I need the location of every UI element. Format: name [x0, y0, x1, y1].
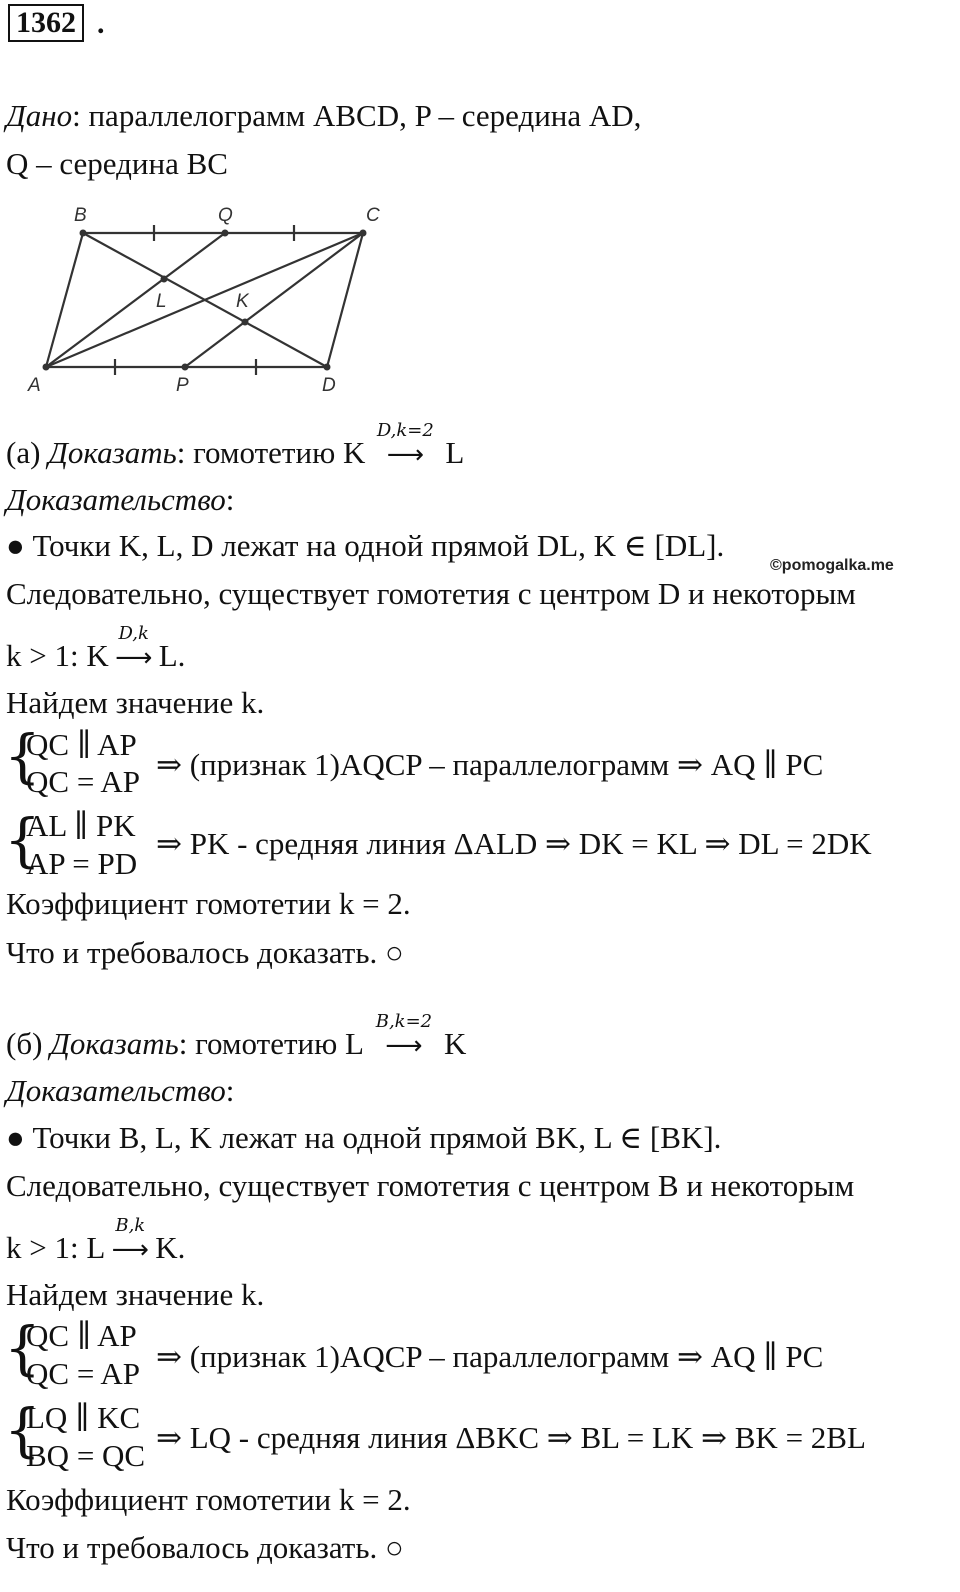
long-arrow-icon: ⟶: [386, 440, 425, 470]
part-a-k-line: [6, 623, 186, 676]
arrow-icon: ⟶: [111, 1235, 149, 1265]
part-b-system1-bottom: QC = AP: [26, 1356, 140, 1391]
label-b: B: [74, 205, 87, 226]
given-text: : параллелограмм ABCD, P – середина AD,: [72, 98, 642, 133]
part-b-k-arrow: [109, 1215, 151, 1268]
point-p: [182, 364, 189, 371]
label-l: L: [156, 291, 167, 312]
part-b-find-k: Найдем значение k.: [6, 1277, 265, 1312]
point-c: [360, 230, 367, 237]
part-b-prefix: (б): [6, 1026, 51, 1061]
part-b-arrow-label: B,k=2: [375, 1011, 433, 1032]
part-a-system1-bottom: QC = AP: [26, 764, 140, 799]
part-a-qed: Что и требовалось доказать. ○: [6, 935, 404, 970]
part-b-system1-result: ⇒ (признак 1)AQCP – параллелограмм ⇒ AQ ∥ PC: [156, 1339, 824, 1374]
part-b-system2-brace: {: [4, 1396, 41, 1464]
part-b-prove-label: Доказать: [50, 1026, 179, 1061]
problem-number: 1362: [8, 4, 84, 42]
part-a-bullet-line: ● Точки K, L, D лежат на одной прямой DL, K ∈ [DL].: [6, 528, 725, 563]
label-k: K: [236, 291, 249, 312]
part-a-system2-top: AL ∥ PK: [26, 808, 136, 843]
part-a-system1-brace: {: [4, 722, 41, 790]
part-a-system2-bottom: AP = PD: [26, 846, 138, 881]
part-a-homothety-arrow: [369, 420, 441, 473]
part-a-k-prefix: k > 1: K: [6, 638, 109, 673]
part-a-system2-result: ⇒ PK - средняя линия ΔALD ⇒ DK = KL ⇒ DL = 2DK: [156, 826, 872, 861]
part-a-k-arrow: [113, 623, 155, 676]
part-a-k-arrow-label: D,k: [118, 623, 149, 644]
part-a-then-line: Следовательно, существует гомотетия с центром D и некоторым: [6, 576, 856, 611]
long-arrow-icon: ⟶: [385, 1031, 423, 1061]
parallelogram-figure: [20, 195, 400, 405]
arrow-icon: ⟶: [115, 643, 153, 673]
point-a: [43, 364, 50, 371]
segment-bd: [83, 233, 327, 367]
given-label: Дано: [6, 98, 73, 133]
part-b-system2-result: ⇒ LQ - средняя линия ΔBKC ⇒ BL = LK ⇒ BK = 2BL: [156, 1420, 866, 1455]
part-b-prove-text: : гомотетию L: [178, 1026, 364, 1061]
part-b-proof-label-line: [6, 1073, 234, 1109]
watermark: ©pomogalka.me: [770, 557, 894, 574]
point-k: [242, 319, 249, 326]
point-l: [161, 276, 168, 283]
label-p: P: [176, 375, 189, 396]
point-d: [324, 364, 331, 371]
part-a-proof-label-line: [6, 482, 234, 518]
segment-aq: [46, 233, 225, 367]
part-a-find-k: Найдем значение k.: [6, 685, 265, 720]
part-b-then-line: Следовательно, существует гомотетия с центром B и некоторым: [6, 1168, 855, 1203]
part-b-prove-line: [6, 1011, 467, 1064]
label-q: Q: [218, 205, 233, 226]
part-b-system1-brace: {: [4, 1314, 41, 1382]
point-q: [222, 230, 229, 237]
label-d: D: [322, 375, 336, 396]
given-line-2: Q – середина BC: [6, 146, 228, 181]
part-b-k-suffix: K.: [155, 1230, 186, 1265]
part-a-k-suffix: L.: [158, 638, 186, 673]
part-a-proof-label: Доказательство: [6, 482, 226, 517]
label-c: C: [366, 205, 380, 226]
part-a-coefficient: Коэффициент гомотетии k = 2.: [6, 886, 411, 921]
part-a-system1-result: ⇒ (признак 1)AQCP – параллелограмм ⇒ AQ ∥ PC: [156, 747, 824, 782]
part-a-system1-top: QC ∥ AP: [26, 727, 137, 762]
part-a-proof-colon: :: [225, 482, 235, 517]
part-a-arrow-label: D,k=2: [376, 420, 434, 441]
part-b-system2-bottom: BQ = QC: [26, 1438, 146, 1473]
segment-pc: [185, 233, 363, 367]
problem-number-dot: .: [97, 7, 105, 40]
part-b-bullet-line: ● Точки B, L, K лежат на одной прямой BK, L ∈ [BK].: [6, 1120, 722, 1155]
part-a-prove-text: : гомотетию K: [176, 435, 366, 470]
part-b-coefficient: Коэффициент гомотетии k = 2.: [6, 1482, 411, 1517]
label-a: A: [28, 375, 41, 396]
part-b-qed: Что и требовалось доказать. ○: [6, 1530, 404, 1565]
given-line-1: [6, 98, 641, 134]
part-b-proof-label: Доказательство: [6, 1073, 226, 1108]
part-a-prefix: (а): [6, 435, 49, 470]
part-b-k-arrow-label: B,k: [115, 1215, 146, 1236]
part-b-system1-top: QC ∥ AP: [26, 1318, 137, 1353]
part-a-system2-brace: {: [4, 806, 41, 874]
part-b-homothety-arrow: [368, 1011, 440, 1064]
part-a-prove-line: [6, 420, 465, 473]
part-b-system2-top: LQ ∥ KC: [26, 1400, 141, 1435]
part-b-k-line: [6, 1215, 186, 1268]
part-b-proof-colon: :: [225, 1073, 235, 1108]
point-b: [80, 230, 87, 237]
part-b-arrow-target: K: [443, 1026, 467, 1061]
part-a-prove-label: Доказать: [48, 435, 177, 470]
part-a-arrow-target: L: [445, 435, 465, 470]
part-b-k-prefix: k > 1: L: [6, 1230, 106, 1265]
